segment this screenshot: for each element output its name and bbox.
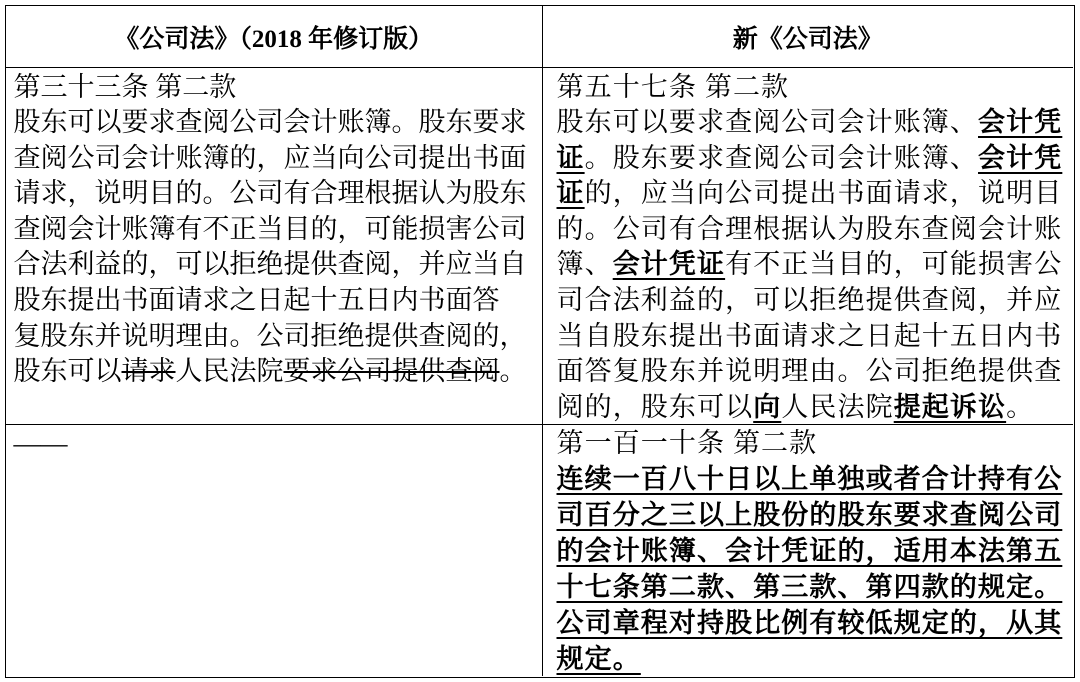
text-line — [14, 319, 538, 355]
amended-text: 会计凭证 — [612, 249, 726, 280]
text-segment: 的，应当向公司提出书面请求，说明目 — [584, 178, 1063, 209]
amended-text: 会计凭 — [978, 142, 1063, 173]
text-line — [14, 247, 538, 283]
amended-text: 会计凭 — [978, 107, 1063, 138]
text-line — [14, 425, 538, 461]
new-law-header — [543, 6, 1074, 68]
amended-text: 规定。 — [556, 644, 641, 674]
amended-text: 证 — [556, 178, 585, 209]
text-line — [557, 390, 1070, 425]
text-line — [557, 641, 1070, 676]
deleted-text: 要求公司提供查阅 — [283, 356, 500, 387]
text-segment: 阅的，股东可以 — [556, 391, 754, 422]
text-segment: 复股东并说明理由。公司拒绝提供查阅的， — [13, 320, 527, 351]
text-segment: 请求，说明目的。公司有合理根据认为股东 — [13, 178, 527, 209]
text-line — [557, 569, 1070, 605]
deleted-text: 请求 — [121, 356, 176, 387]
text-segment: 。 — [499, 356, 527, 387]
text-line — [557, 283, 1070, 319]
amended-text: 向 — [753, 391, 782, 422]
article-heading: 第五十七条 第二款 — [556, 71, 790, 102]
amended-text: 公司章程对持股比例有较低规定的，从其 — [556, 608, 1063, 638]
text-segment: 股东可以 — [13, 356, 122, 387]
old-provision-text — [6, 425, 542, 461]
text-segment: 查阅会计账簿有不正当目的，可能损害公司 — [13, 213, 527, 244]
text-segment: 查阅公司会计账簿的，应当向公司提出书面 — [13, 142, 527, 173]
text-segment: 司合法利益的，可以拒绝提供查阅，并应 — [556, 285, 1063, 316]
amended-text: 司百分之三以上股份的股东要求查阅公司 — [556, 500, 1063, 530]
text-line — [557, 533, 1070, 569]
new-provision-cell — [543, 425, 1074, 676]
text-segment: 面答复股东并说明理由。公司拒绝提供查 — [556, 356, 1063, 387]
text-segment: 当自股东提出书面请求之日起十五日内书 — [556, 320, 1063, 351]
text-segment: 的。公司有合理根据认为股东查阅会计账 — [556, 213, 1063, 244]
old-law-header-label: 《公司法》（2018 年修订版） — [114, 25, 434, 53]
text-segment: 。股东要求查阅公司会计账簿、 — [584, 142, 979, 173]
text-line — [14, 105, 538, 141]
amended-text: 提起诉讼 — [893, 391, 1007, 422]
amended-text: 证 — [556, 142, 585, 173]
new-provision-text — [543, 425, 1074, 676]
text-segment: 有不正当目的，可能损害公 — [725, 249, 1063, 280]
text-line — [557, 141, 1070, 177]
text-segment: 簿、 — [556, 249, 613, 280]
amended-text: 十七条第二款、第三款、第四款的规定。 — [556, 572, 1063, 602]
new-provision-text — [543, 68, 1074, 425]
text-line — [557, 354, 1070, 390]
text-line — [14, 176, 538, 212]
amended-text: 的会计账簿、会计凭证的，适用本法第五 — [556, 536, 1063, 566]
text-line — [557, 605, 1070, 641]
text-line — [557, 247, 1070, 283]
text-line — [557, 176, 1070, 212]
text-segment: 人民法院 — [175, 356, 284, 387]
old-provision-cell — [6, 425, 543, 676]
text-segment: 人民法院 — [781, 391, 894, 422]
text-segment: —— — [13, 428, 68, 458]
text-line — [14, 283, 538, 319]
text-segment: 股东提出书面请求之日起十五日内书面答 — [13, 285, 500, 316]
text-line — [14, 354, 538, 390]
text-segment: 合法利益的，可以拒绝提供查阅，并应当自 — [13, 249, 527, 280]
text-line — [14, 212, 538, 248]
text-line — [557, 319, 1070, 355]
article-heading: 第一百一十条 第二款 — [556, 428, 818, 458]
old-law-header — [6, 6, 543, 68]
new-law-header-label: 新《公司法》 — [732, 25, 883, 53]
law-comparison-table — [5, 5, 1075, 678]
text-line — [557, 461, 1070, 497]
text-segment: 股东可以要求查阅公司会计账簿、 — [556, 107, 978, 138]
text-line — [557, 497, 1070, 533]
text-segment: 。 — [1006, 391, 1035, 422]
text-line — [557, 212, 1070, 248]
old-provision-cell — [6, 68, 543, 425]
text-line — [14, 141, 538, 177]
text-segment: 股东可以要求查阅公司会计账簿。股东要求 — [13, 107, 527, 138]
text-line — [557, 105, 1070, 141]
old-provision-text — [6, 68, 542, 390]
new-provision-cell — [543, 68, 1074, 425]
amended-text: 连续一百八十日以上单独或者合计持有公 — [556, 464, 1063, 494]
article-heading: 第三十三条 第二款 — [13, 71, 237, 102]
